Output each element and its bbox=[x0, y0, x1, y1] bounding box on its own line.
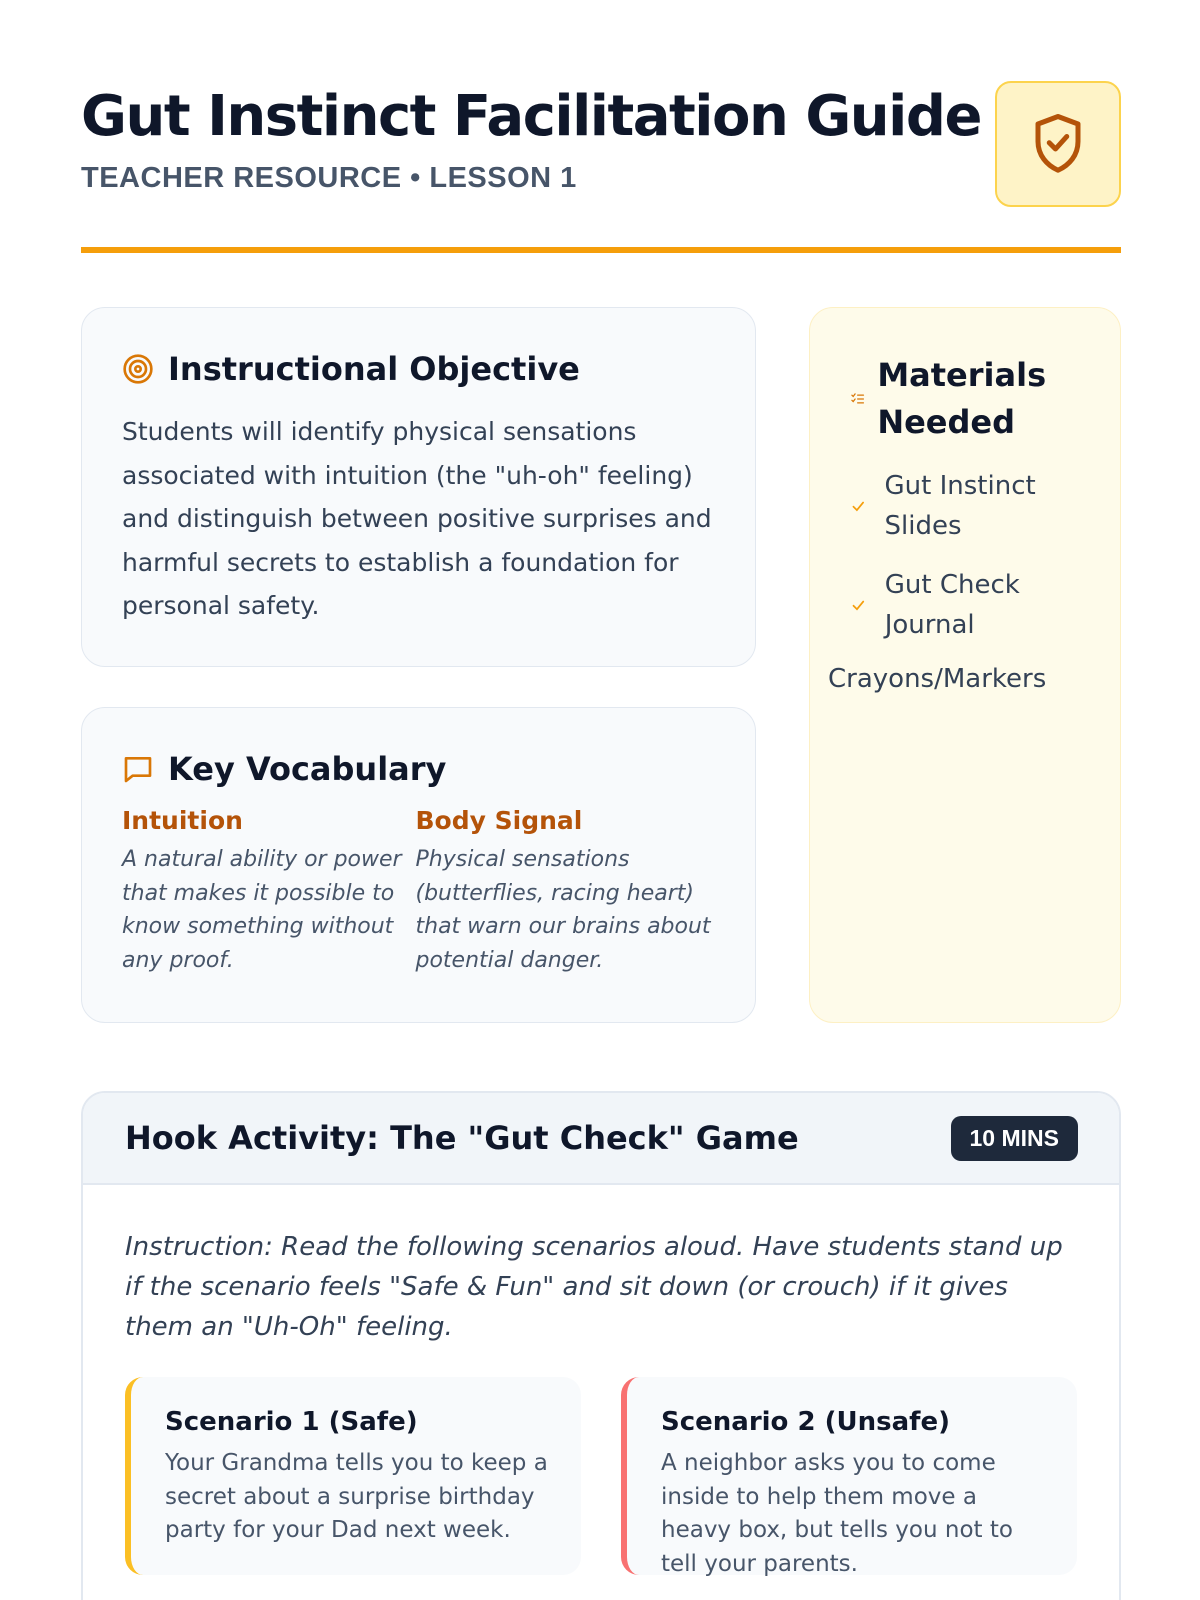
header bbox=[81, 0, 1121, 255]
scenario-title: Scenario 2 (Unsafe) bbox=[661, 1407, 950, 1437]
scenario-card-unsafe bbox=[621, 1377, 1077, 1575]
materials-list bbox=[850, 466, 1080, 645]
page-title: Gut Instinct Facilitation Guide bbox=[81, 84, 981, 149]
scenario-card-safe bbox=[125, 1377, 581, 1575]
vocabulary-card bbox=[81, 707, 756, 1023]
vocabulary-definition: A natural ability or power that makes it possible to know something without any proof. bbox=[122, 847, 402, 973]
scenario-text: Your Grandma tells you to keep a secret about a surprise birthday party for your Dad next week. bbox=[165, 1450, 548, 1543]
hook-activity-card bbox=[81, 1091, 1121, 1600]
scenario-list bbox=[125, 1377, 1077, 1575]
hook-instruction: Instruction: Read the following scenarios aloud. Have students stand up if the scenario feels "Safe & Fun" and sit down (or crouch) if it gives them an "Uh-Oh" feeling. bbox=[125, 1232, 1063, 1342]
vocabulary-term: Intuition bbox=[122, 806, 243, 835]
vocabulary-item bbox=[416, 806, 716, 977]
page-subtitle: TEACHER RESOURCE • LESSON 1 bbox=[81, 162, 577, 194]
scenario-text: A neighbor asks you to come inside to help them move a heavy box, but tells you not to tell your parents. bbox=[661, 1450, 1013, 1577]
check-icon bbox=[850, 595, 867, 615]
check-icon bbox=[850, 496, 867, 516]
materials-card bbox=[809, 307, 1121, 1023]
vocabulary-list bbox=[122, 806, 715, 977]
scenario-title: Scenario 1 (Safe) bbox=[165, 1407, 418, 1437]
objective-text: Students will identify physical sensations associated with intuition (the "uh-oh" feeling) and distinguish between positive surprises and harmful secrets to establish a foundation for personal safety. bbox=[122, 417, 712, 620]
material-item-plain: Crayons/Markers bbox=[828, 664, 1047, 694]
header-divider bbox=[81, 247, 1121, 253]
duration-badge: 10 MINS bbox=[951, 1116, 1078, 1161]
objective-title: Instructional Objective bbox=[168, 350, 580, 388]
materials-heading bbox=[850, 352, 1080, 446]
page bbox=[81, 0, 1121, 1577]
objective-heading bbox=[122, 350, 715, 388]
material-item bbox=[850, 466, 1080, 546]
speech-bubble-icon bbox=[122, 753, 154, 785]
material-item bbox=[850, 565, 1080, 645]
materials-title: Materials Needed bbox=[877, 356, 1047, 441]
target-icon bbox=[122, 353, 154, 385]
checklist-icon bbox=[850, 387, 865, 411]
vocabulary-title: Key Vocabulary bbox=[168, 750, 447, 788]
vocabulary-definition: Physical sensations (butterflies, racing heart) that warn our brains about potential danger. bbox=[415, 847, 711, 973]
hook-activity-header bbox=[83, 1093, 1119, 1185]
material-label: Gut Check Journal bbox=[884, 570, 1020, 640]
material-label: Gut Instinct Slides bbox=[884, 471, 1036, 541]
vocabulary-term: Body Signal bbox=[415, 806, 583, 835]
vocabulary-heading bbox=[122, 750, 715, 788]
vocabulary-item bbox=[122, 806, 422, 977]
hook-activity-title: Hook Activity: The "Gut Check" Game bbox=[125, 1119, 799, 1157]
objective-card bbox=[81, 307, 756, 667]
shield-check-icon bbox=[995, 81, 1121, 207]
